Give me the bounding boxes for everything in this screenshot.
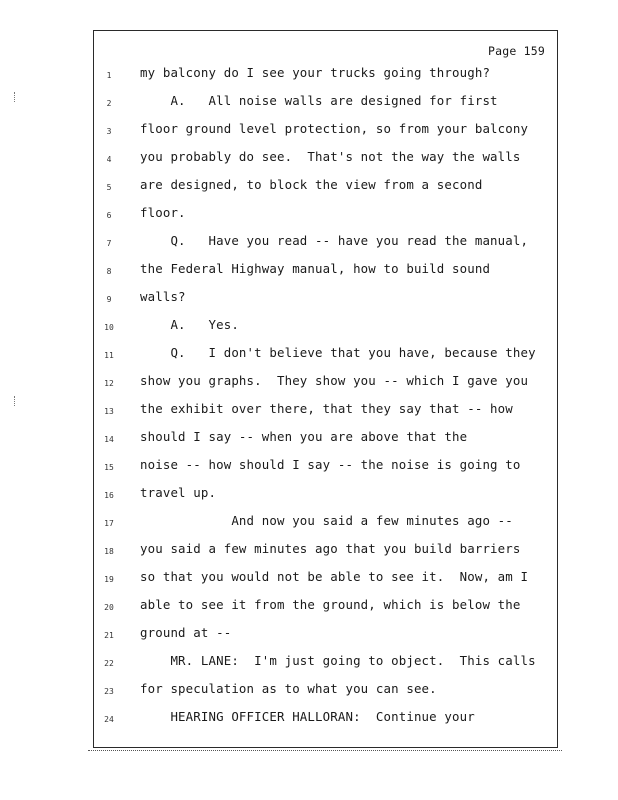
line-text: walls?: [140, 289, 186, 304]
transcript-line: [94, 427, 557, 455]
line-text: show you graphs. They show you -- which I gave you: [140, 373, 529, 388]
transcript-line: [94, 455, 557, 483]
line-number: 18: [104, 547, 114, 556]
transcript-line: [94, 651, 557, 679]
line-number: 4: [106, 155, 112, 164]
line-text: MR. LANE: I'm just going to object. This calls: [140, 653, 536, 668]
line-text: noise -- how should I say -- the noise is going to: [140, 457, 521, 472]
line-number: 24: [104, 715, 114, 724]
line-text: should I say -- when you are above that the: [140, 429, 468, 444]
line-text: A. All noise walls are designed for first: [140, 93, 498, 108]
line-number: 1: [106, 71, 112, 80]
line-text: floor ground level protection, so from your balcony: [140, 121, 529, 136]
transcript-line: [94, 63, 557, 91]
line-number: 12: [104, 379, 114, 388]
transcript-line: [94, 315, 557, 343]
line-number: 13: [104, 407, 114, 416]
line-number: 5: [106, 183, 112, 192]
transcript-page: [93, 30, 558, 748]
line-number: 15: [104, 463, 114, 472]
line-number: 20: [104, 603, 114, 612]
scan-margin-mark: [14, 396, 17, 406]
line-text: you said a few minutes ago that you build barriers: [140, 541, 521, 556]
transcript-line: [94, 483, 557, 511]
line-number: 23: [104, 687, 114, 696]
line-number: 3: [106, 127, 112, 136]
line-text: travel up.: [140, 485, 217, 500]
transcript-line: [94, 595, 557, 623]
line-text: Q. Have you read -- have you read the manual,: [140, 233, 529, 248]
transcript-line: [94, 343, 557, 371]
transcript-line: [94, 259, 557, 287]
transcript-line: [94, 287, 557, 315]
line-text: so that you would not be able to see it. Now, am I: [140, 569, 529, 584]
transcript-line: [94, 203, 557, 231]
line-number: 17: [104, 519, 114, 528]
transcript-line: [94, 371, 557, 399]
transcript-line: [94, 231, 557, 259]
line-text: the Federal Highway manual, how to build sound: [140, 261, 491, 276]
line-number: 10: [104, 323, 114, 332]
line-number: 14: [104, 435, 114, 444]
line-text: And now you said a few minutes ago --: [140, 513, 513, 528]
transcript-line: [94, 567, 557, 595]
transcript-line: [94, 707, 557, 735]
line-number: 19: [104, 575, 114, 584]
line-number: 11: [104, 351, 114, 360]
transcript-line: [94, 119, 557, 147]
line-text: my balcony do I see your trucks going through?: [140, 65, 491, 80]
line-number: 7: [106, 239, 112, 248]
transcript-line: [94, 175, 557, 203]
line-text: ground at --: [140, 625, 232, 640]
line-text: are designed, to block the view from a second: [140, 177, 483, 192]
line-number: 2: [106, 99, 112, 108]
transcript-line: [94, 623, 557, 651]
transcript-line: [94, 539, 557, 567]
line-number: 16: [104, 491, 114, 500]
line-text: A. Yes.: [140, 317, 239, 332]
scan-bottom-rule: [88, 750, 562, 751]
transcript-line: [94, 91, 557, 119]
line-number: 22: [104, 659, 114, 668]
line-text: the exhibit over there, that they say that -- how: [140, 401, 513, 416]
transcript-line: [94, 147, 557, 175]
line-text: for speculation as to what you can see.: [140, 681, 437, 696]
line-number: 9: [106, 295, 112, 304]
line-text: you probably do see. That's not the way the walls: [140, 149, 521, 164]
transcript-line: [94, 511, 557, 539]
line-text: Q. I don't believe that you have, because they: [140, 345, 536, 360]
page-number: Page 159: [488, 44, 545, 58]
transcript-line: [94, 679, 557, 707]
line-text: able to see it from the ground, which is below the: [140, 597, 521, 612]
line-number: 21: [104, 631, 114, 640]
scan-margin-mark: [14, 92, 17, 102]
line-number: 8: [106, 267, 112, 276]
transcript-line: [94, 399, 557, 427]
line-text: floor.: [140, 205, 186, 220]
line-text: HEARING OFFICER HALLORAN: Continue your: [140, 709, 475, 724]
line-number: 6: [106, 211, 112, 220]
